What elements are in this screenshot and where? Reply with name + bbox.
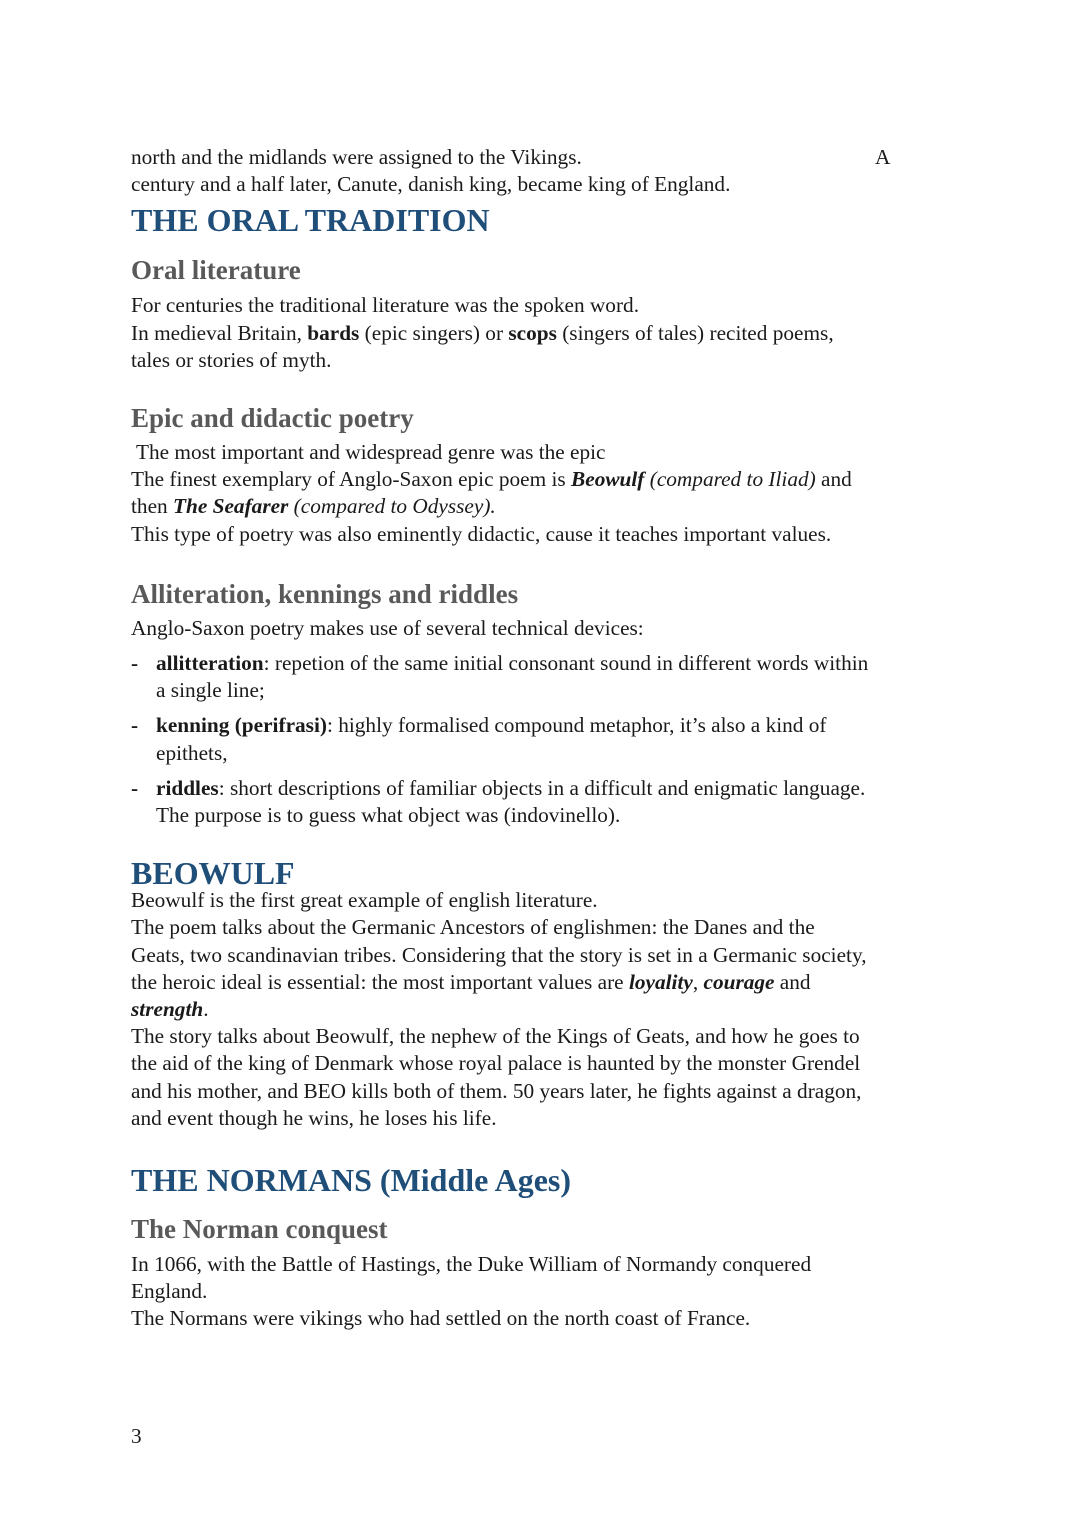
- beowulf-line: The poem talks about the Germanic Ancestors of englishmen: the Danes and the: [131, 915, 815, 940]
- section-title-beowulf: BEOWULF: [131, 855, 295, 892]
- term-kenning: kenning (perifrasi): [156, 713, 327, 738]
- list-item-text: epithets,: [156, 740, 228, 765]
- normans-line: England.: [131, 1279, 208, 1304]
- oral-lit-line-2: [131, 320, 961, 347]
- normans-line: In 1066, with the Battle of Hastings, the Duke William of Normandy conquered: [131, 1252, 812, 1277]
- epic-comparison: (compared to Iliad): [644, 467, 816, 492]
- stray-letter-a: A: [875, 145, 891, 169]
- oral-literature-paragraph: [131, 292, 961, 374]
- list-item-text: : repetion of the same initial consonant sound in different words within: [263, 651, 869, 676]
- beowulf-text: ,: [692, 969, 704, 994]
- beowulf-line: and event though he wins, he loses his life.: [131, 1105, 497, 1130]
- list-item-text: : short descriptions of familiar objects in a difficult and enigmatic language.: [218, 775, 866, 800]
- section-title-oral-tradition: THE ORAL TRADITION: [131, 202, 490, 239]
- title-beowulf: Beowulf: [571, 467, 645, 492]
- epic-text: and: [815, 467, 852, 492]
- normans-line: The Normans were vikings who had settled on the north coast of France.: [131, 1306, 751, 1331]
- title-seafarer: The Seafarer: [173, 494, 289, 519]
- intro-paragraph: [131, 144, 961, 198]
- beowulf-line: the aid of the king of Denmark whose royal palace is haunted by the monster Grendel: [131, 1051, 861, 1076]
- term-bards: bards: [307, 320, 360, 345]
- epic-line-3: [131, 493, 961, 520]
- beowulf-line: Beowulf is the first great example of english literature.: [131, 888, 598, 913]
- beowulf-paragraph: [131, 887, 961, 1132]
- norman-conquest-paragraph: [131, 1251, 961, 1333]
- beowulf-text: and: [774, 969, 811, 994]
- oral-lit-text: (epic singers) or: [359, 320, 509, 345]
- list-item-text: a single line;: [156, 678, 265, 703]
- list-item: [131, 775, 961, 829]
- devices-intro: Anglo-Saxon poetry makes use of several technical devices:: [131, 615, 644, 640]
- beowulf-text: .: [203, 997, 209, 1022]
- term-riddles: riddles: [156, 775, 219, 800]
- subheading-epic-poetry: Epic and didactic poetry: [131, 403, 414, 434]
- subheading-norman-conquest: The Norman conquest: [131, 1214, 388, 1245]
- devices-list: [131, 650, 961, 829]
- list-dash: -: [131, 713, 139, 738]
- value-courage: courage: [703, 969, 775, 994]
- section-title-normans: THE NORMANS (Middle Ages): [131, 1162, 571, 1199]
- epic-comparison: (compared to Odyssey).: [288, 494, 496, 519]
- subheading-devices: Alliteration, kennings and riddles: [131, 578, 519, 609]
- value-strength: strength: [131, 997, 204, 1022]
- value-loyality: loyality: [628, 969, 693, 994]
- oral-lit-line-3: tales or stories of myth.: [131, 347, 332, 372]
- list-item-text: : highly formalised compound metaphor, it’s also a kind of: [326, 713, 827, 738]
- beowulf-line: Geats, two scandinavian tribes. Considering that the story is set in a Germanic society,: [131, 942, 867, 967]
- oral-lit-text: (singers of tales) recited poems,: [556, 320, 834, 345]
- oral-lit-line-1: For centuries the traditional literature was the spoken word.: [131, 293, 640, 318]
- epic-line-1: The most important and widespread genre was the epic: [131, 440, 606, 465]
- epic-text: The finest exemplary of Anglo-Saxon epic poem is: [131, 467, 572, 492]
- beowulf-line-values: [131, 969, 961, 996]
- beowulf-line: The story talks about Beowulf, the nephew of the Kings of Geats, and how he goes to: [131, 1024, 860, 1049]
- epic-line-2: [131, 466, 961, 493]
- intro-line-2: century and a half later, Canute, danish king, became king of England.: [131, 172, 731, 197]
- term-alliteration: allitteration: [156, 651, 264, 676]
- epic-text: then: [131, 494, 173, 519]
- list-item: [131, 650, 961, 704]
- beowulf-line: and his mother, and BEO kills both of them. 50 years later, he fights against a dragon,: [131, 1078, 862, 1103]
- epic-paragraph: [131, 439, 961, 548]
- list-item: [131, 712, 961, 766]
- subheading-oral-literature: Oral literature: [131, 255, 301, 286]
- oral-lit-text: In medieval Britain,: [131, 320, 308, 345]
- list-dash: -: [131, 651, 139, 676]
- beowulf-text: the heroic ideal is essential: the most important values are: [131, 969, 629, 994]
- epic-line-4: This type of poetry was also eminently didactic, cause it teaches important values.: [131, 521, 832, 546]
- beowulf-line-strength: [131, 996, 961, 1023]
- page-content: [131, 144, 961, 1333]
- intro-line-1: north and the midlands were assigned to the Vikings.: [131, 145, 582, 169]
- list-dash: -: [131, 775, 139, 800]
- term-scops: scops: [508, 320, 557, 345]
- list-item-text: The purpose is to guess what object was (indovinello).: [156, 803, 621, 828]
- page-number: 3: [131, 1424, 142, 1448]
